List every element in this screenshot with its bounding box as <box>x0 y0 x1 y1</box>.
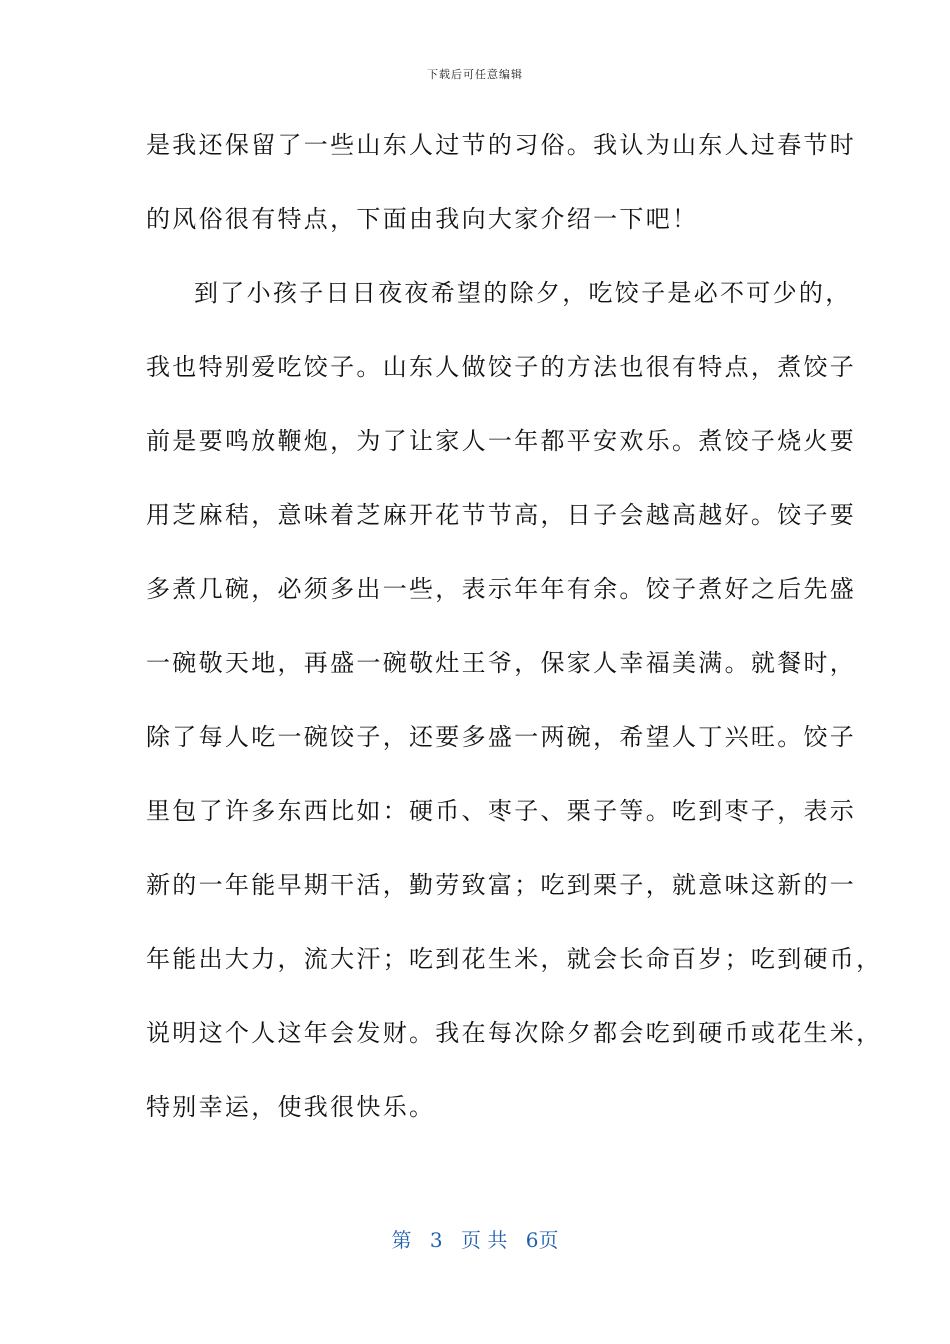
text-line: 里包了许多东西比如：硬币、枣子、栗子等。吃到枣子，表示 <box>146 797 857 825</box>
footer-total-pages: 6页 <box>525 1228 559 1252</box>
text-line: 的风俗很有特点，下面由我向大家介绍一下吧！ <box>146 205 699 233</box>
footer-current-page: 3 <box>429 1228 443 1252</box>
text-line: 年能出大力，流大汗；吃到花生米，就会长命百岁；吃到硬币， <box>146 945 883 973</box>
text-line: 说明这个人这年会发财。我在每次除夕都会吃到硬币或花生米， <box>146 1019 883 1047</box>
text-line: 是我还保留了一些山东人过节的习俗。我认为山东人过春节时 <box>146 131 857 159</box>
document-body <box>146 108 883 1144</box>
footer-middle: 页 共 <box>461 1228 508 1252</box>
text-line: 用芝麻秸，意味着芝麻开花节节高，日子会越高越好。饺子要 <box>146 501 857 529</box>
text-line: 除了每人吃一碗饺子，还要多盛一两碗，希望人丁兴旺。饺子 <box>146 723 857 751</box>
text-line: 一碗敬天地，再盛一碗敬灶王爷，保家人幸福美满。就餐时， <box>146 649 857 677</box>
text-line: 新的一年能早期干活，勤劳致富；吃到栗子，就意味这新的一 <box>146 871 857 899</box>
header-note: 下载后可任意编辑 <box>427 68 523 81</box>
text-line: 前是要鸣放鞭炮，为了让家人一年都平安欢乐。煮饺子烧火要 <box>146 427 857 455</box>
footer-prefix: 第 <box>391 1228 412 1252</box>
text-line: 我也特别爱吃饺子。山东人做饺子的方法也很有特点，煮饺子 <box>146 353 857 381</box>
paragraph-start-line: 到了小孩子日日夜夜希望的除夕，吃饺子是必不可少的， <box>194 279 852 307</box>
page-footer <box>0 1224 950 1253</box>
text-line: 多煮几碗，必须多出一些，表示年年有余。饺子煮好之后先盛 <box>146 575 857 603</box>
text-line: 特别幸运，使我很快乐。 <box>146 1093 436 1121</box>
